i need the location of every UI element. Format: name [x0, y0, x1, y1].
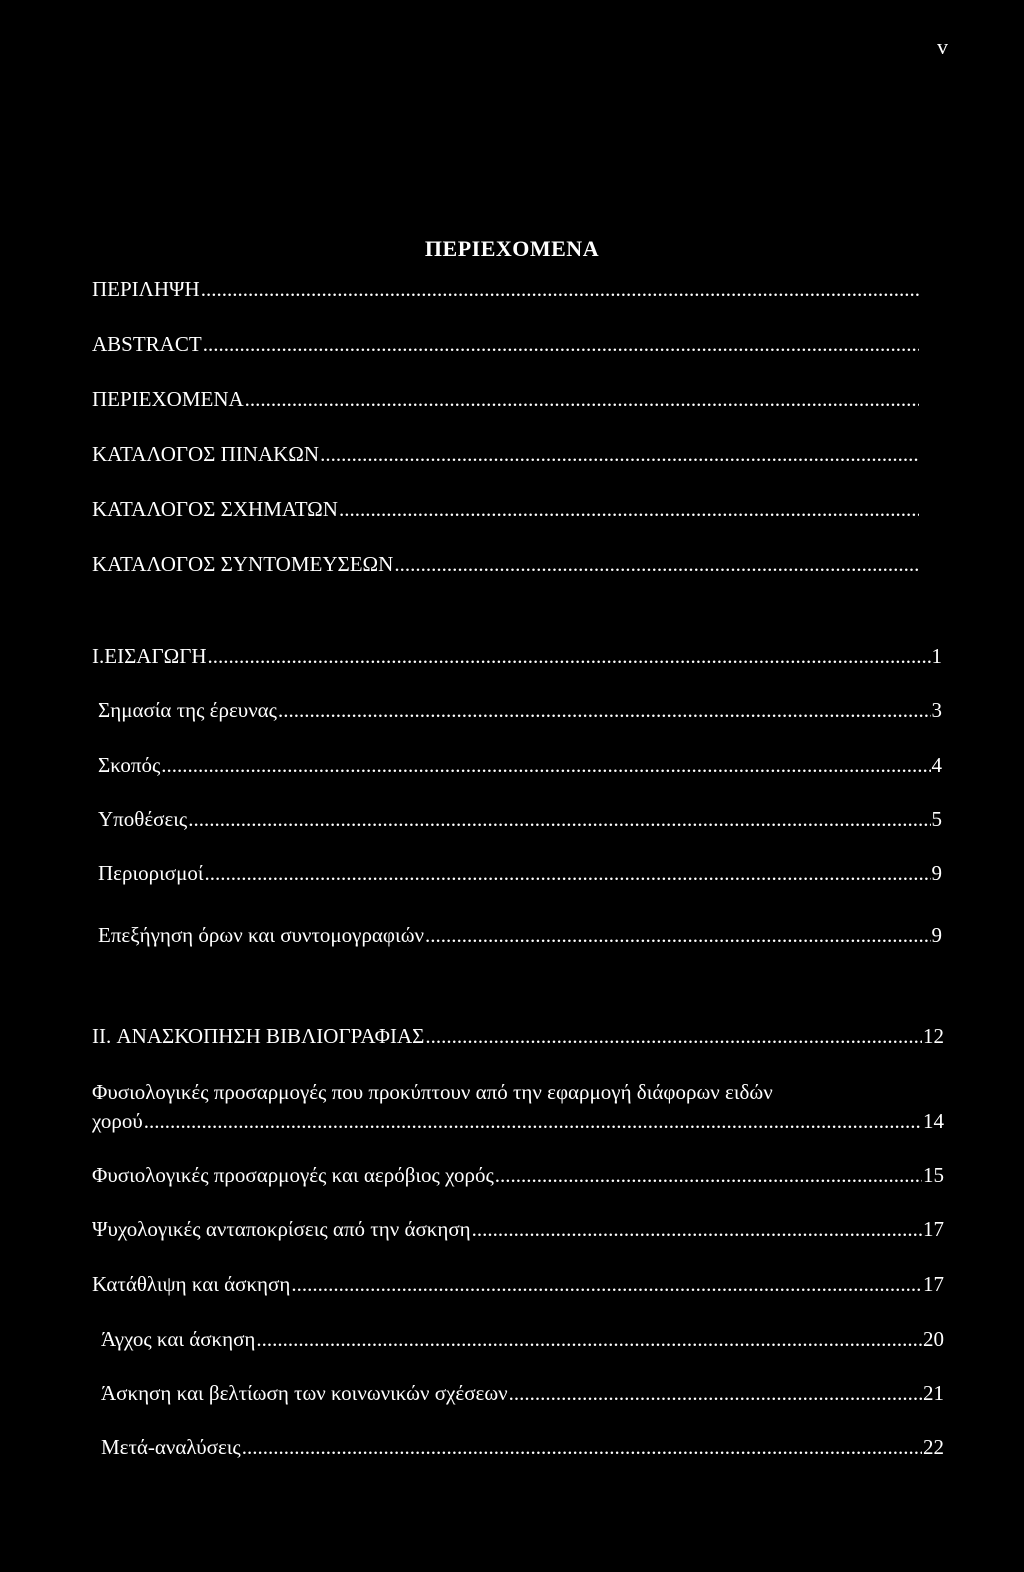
toc-section-aerobic-dance[interactable] — [92, 1162, 944, 1188]
dot-leader — [425, 922, 930, 948]
toc-entry-page: 14 — [923, 1109, 944, 1133]
dot-leader — [161, 752, 930, 778]
toc-section-physiological-dance[interactable] — [92, 1076, 944, 1134]
toc-entry-page: 17 — [923, 1217, 944, 1241]
dot-leader — [188, 806, 930, 832]
dot-leader — [242, 1434, 922, 1460]
toc-entry-label: Επεξήγηση όρων και συντομογραφιών — [98, 923, 425, 947]
toc-entry-label: II. ΑΝΑΣΚΟΠΗΣΗ ΒΙΒΛΙΟΓΡΑΦΙΑΣ — [92, 1024, 425, 1048]
toc-section-meta-analyses[interactable] — [101, 1434, 944, 1460]
toc-entry-page: 9 — [931, 923, 942, 947]
toc-entry-list-of-figures[interactable] — [92, 496, 920, 522]
toc-entry-label: Σκοπός — [98, 753, 161, 777]
dot-leader — [291, 1271, 922, 1297]
dot-leader — [208, 643, 931, 669]
toc-entry-label: ΠΕΡΙΛΗΨΗ — [92, 277, 200, 301]
dot-leader — [204, 860, 930, 886]
toc-entry-page: 1 — [931, 644, 942, 668]
dot-leader — [425, 1023, 922, 1049]
dot-leader — [509, 1380, 922, 1406]
page-number: v — [937, 34, 948, 59]
dot-leader — [201, 276, 919, 302]
toc-entry-page: 17 — [923, 1272, 944, 1296]
toc-entry-continuation — [92, 1108, 944, 1134]
dot-leader — [203, 331, 919, 357]
toc-entry-list-of-tables[interactable] — [92, 441, 920, 467]
toc-section-anxiety-exercise[interactable] — [101, 1326, 944, 1352]
dot-leader — [278, 697, 930, 723]
toc-entry-abbreviations[interactable] — [92, 551, 920, 577]
dot-leader — [472, 1216, 922, 1242]
dot-leader — [339, 496, 919, 522]
toc-section-significance[interactable] — [98, 697, 942, 723]
toc-section-hypotheses[interactable] — [98, 806, 942, 832]
dot-leader — [320, 441, 919, 467]
toc-entry-page: 3 — [931, 698, 942, 722]
toc-entry-page: 12 — [923, 1024, 944, 1048]
toc-entry-abstract[interactable] — [92, 331, 920, 357]
toc-title: ΠΕΡΙΕΧΟΜΕΝΑ — [424, 236, 600, 261]
toc-entry-label: Κατάθλιψη και άσκηση — [92, 1272, 291, 1296]
toc-entry-label: ABSTRACT — [92, 332, 202, 356]
toc-entry-label: Φυσιολογικές προσαρμογές και αερόβιος χορός — [92, 1163, 494, 1187]
toc-section-limitations[interactable] — [98, 860, 942, 886]
toc-entry-label: Ψυχολογικές ανταποκρίσεις από την άσκηση — [92, 1217, 471, 1241]
toc-entry-label: ΚΑΤΑΛΟΓΟΣ ΠΙΝΑΚΩΝ — [92, 442, 320, 466]
dot-leader — [256, 1326, 922, 1352]
toc-section-purpose[interactable] — [98, 752, 942, 778]
toc-entry-label: Περιορισμοί — [98, 861, 204, 885]
toc-entry-page: 4 — [931, 753, 942, 777]
toc-entry-page: 9 — [931, 861, 942, 885]
toc-entry-label: ΚΑΤΑΛΟΓΟΣ ΣΥΝΤΟΜΕΥΣΕΩΝ — [92, 552, 394, 576]
toc-entry-label: Μετά-αναλύσεις — [101, 1435, 241, 1459]
toc-entry-label: Υποθέσεις — [98, 807, 188, 831]
dot-leader — [245, 386, 919, 412]
toc-entry-page: 5 — [931, 807, 942, 831]
dot-leader — [144, 1108, 922, 1134]
toc-entry-page: 22 — [923, 1435, 944, 1459]
toc-entry-page: 15 — [923, 1163, 944, 1187]
toc-entry-label: Άσκηση και βελτίωση των κοινωνικών σχέσεων — [101, 1381, 508, 1405]
toc-chapter-literature-review[interactable] — [92, 1023, 944, 1049]
toc-chapter-introduction[interactable] — [92, 643, 942, 669]
toc-entry-label: Άγχος και άσκηση — [101, 1327, 256, 1351]
dot-leader — [495, 1162, 922, 1188]
toc-entry-abstract-gr[interactable] — [92, 276, 920, 302]
toc-entry-label-line1: Φυσιολογικές προσαρμογές που προκύπτουν από την εφαρμογή διάφορων ειδών — [92, 1080, 773, 1104]
toc-entry-page: 21 — [923, 1381, 944, 1405]
toc-section-psychological-responses[interactable] — [92, 1216, 944, 1242]
dot-leader — [394, 551, 919, 577]
toc-entry-label: ΚΑΤΑΛΟΓΟΣ ΣΧΗΜΑΤΩΝ — [92, 497, 338, 521]
toc-entry-label: Σημασία της έρευνας — [98, 698, 278, 722]
toc-section-definitions[interactable] — [98, 922, 942, 948]
toc-entry-page: 20 — [923, 1327, 944, 1351]
toc-section-social-relations[interactable] — [101, 1380, 944, 1406]
toc-section-depression-exercise[interactable] — [92, 1271, 944, 1297]
toc-entry-label: I.ΕΙΣΑΓΩΓΗ — [92, 644, 207, 668]
toc-entry-label-line2: χορού — [92, 1109, 143, 1133]
toc-entry-contents[interactable] — [92, 386, 920, 412]
toc-entry-label: ΠΕΡΙΕΧΟΜΕΝΑ — [92, 387, 244, 411]
